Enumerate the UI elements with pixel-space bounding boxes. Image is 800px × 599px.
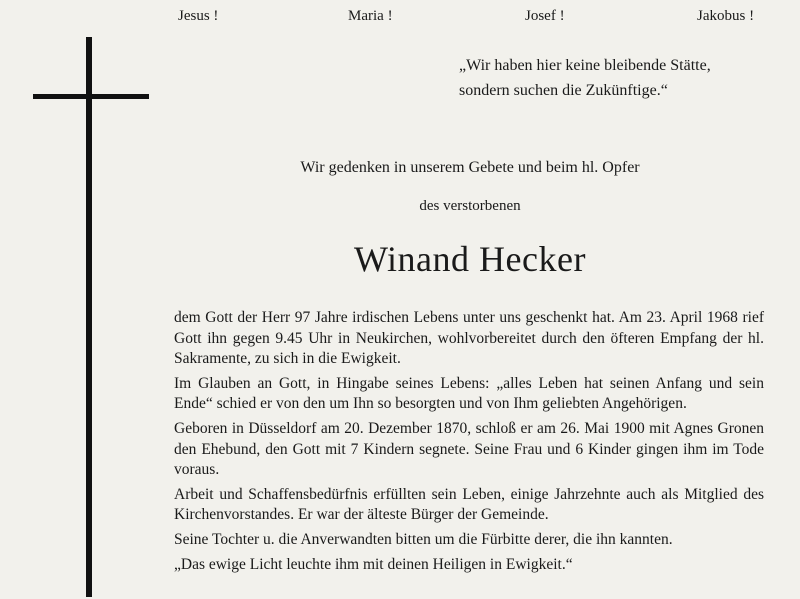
bio-paragraph-2: Im Glauben an Gott, in Hingabe seines Lebens: „alles Leben hat seinen Anfang und sein Ende“ schied er von den um Ihn so besorgten und von Ihm geliebten Angehörigen. bbox=[174, 374, 764, 413]
invocation-josef: Josef ! bbox=[525, 8, 565, 24]
scripture-quote bbox=[459, 53, 711, 103]
closing-prayer: „Das ewige Licht leuchte ihm mit deinen Heiligen in Ewigkeit.“ bbox=[174, 555, 573, 573]
cross-horizontal-beam bbox=[33, 94, 149, 99]
quote-line-1: „Wir haben hier keine bleibende Stätte, bbox=[459, 57, 711, 74]
quote-line-2: sondern suchen die Zukünftige.“ bbox=[459, 82, 668, 99]
bio-paragraph-5: Seine Tochter u. die Anverwandten bitten um die Fürbitte derer, die ihn kannten. bbox=[174, 530, 673, 548]
invocation-jakobus: Jakobus ! bbox=[697, 8, 755, 24]
bio-paragraph-4: Arbeit und Schaffensbedürfnis erfüllten sein Leben, einige Jahrzehnte auch als Mitglied des Kirchenvorstandes. Er war der älteste Bürger der Gemeinde. bbox=[174, 485, 764, 524]
intro-line-2: des verstorbenen bbox=[419, 198, 521, 214]
intro-line-1: Wir gedenken in unserem Gebete und beim hl. Opfer bbox=[300, 159, 640, 176]
cross-vertical-beam bbox=[86, 37, 92, 597]
biography bbox=[174, 308, 764, 579]
deceased-name: Winand Hecker bbox=[354, 239, 586, 279]
bio-paragraph-1: dem Gott der Herr 97 Jahre irdischen Lebens unter uns geschenkt hat. Am 23. April 1968 rief Gott ihn gegen 9.45 Uhr in Neukirchen, wohlvorbereitet durch den öfteren Empfang der hl. Sakramente, zu sich in die Ewigkeit. bbox=[174, 309, 764, 368]
invocation-maria: Maria ! bbox=[348, 8, 393, 24]
bio-paragraph-3: Geboren in Düsseldorf am 20. Dezember 1870, schloß er am 26. Mai 1900 mit Agnes Gronen den Ehebund, den Gott mit 7 Kindern segnete. Seine Frau und 6 Kinder gingen ihm im Tode voraus. bbox=[174, 419, 764, 479]
invocation-jesus: Jesus ! bbox=[178, 8, 219, 24]
